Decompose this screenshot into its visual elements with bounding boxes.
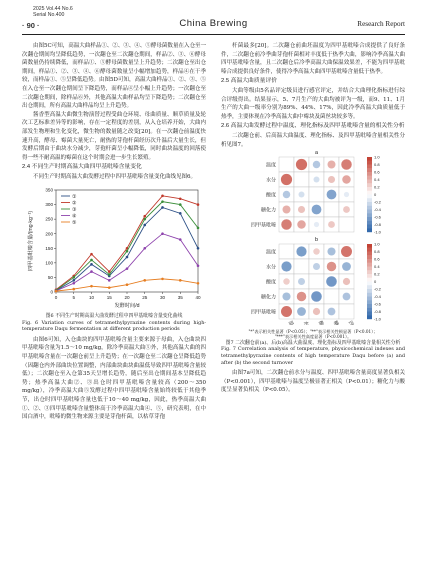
colorbar-segment	[367, 225, 372, 229]
colorbar-segment	[367, 259, 372, 263]
row-label: 水分	[265, 177, 276, 184]
data-point	[143, 217, 146, 220]
legend-label: ⑤	[72, 220, 77, 226]
correlation-dot	[281, 262, 291, 272]
journal-title: China Brewing	[179, 18, 248, 29]
data-point	[72, 287, 75, 290]
section-label: Research Report	[357, 20, 405, 28]
row-label: 酸度	[265, 279, 276, 286]
data-point	[179, 279, 182, 282]
colorbar-segment	[367, 206, 372, 210]
data-point	[108, 286, 111, 289]
data-point	[161, 206, 164, 209]
colorbar-segment	[367, 183, 372, 187]
colorbar-tick: -0.4	[374, 294, 381, 300]
correlation-dot	[343, 278, 350, 285]
colorbar-segment	[367, 274, 372, 278]
correlation-dot	[299, 192, 305, 198]
correlation-dot	[327, 190, 337, 200]
colorbar-tick: 0	[374, 192, 377, 198]
data-point	[197, 246, 200, 249]
x-tick-label: 25	[142, 294, 148, 300]
data-point	[126, 255, 129, 258]
y-tick-label: 250	[45, 216, 53, 222]
colorbar-tick: -0.8	[374, 309, 381, 315]
colorbar-segment	[367, 221, 372, 225]
colorbar-segment	[367, 285, 372, 289]
data-point	[143, 223, 146, 226]
x-tick-label: 20	[124, 294, 130, 300]
paragraph: 由图5C可知，高温大曲样品①、②、③、④、⑤酵母菌数量在入仓至一次翻仓期间均呈降低趋势，一次翻仓至二次翻仓期间，样品②、③、⑥酵母菌数量仍持续降低，而样品①、⑤酵母菌数量呈上升趋势；二次翻仓至出仓期间，样品①、②、③、④、⑥酵母菌数量呈小幅增加趋势，样品④在干季较，而样品①、⑤呈降低趋势。由图5D可知，高温大曲样品①、②、③、⑤在入仓至一次翻仓期间呈下降趋势，而样品④呈小幅上升趋势；一次翻仓至二次翻仓期间，除样品⑥外，其他高温大曲样品均呈下降趋势；二次翻仓至出仓期间，所有高温大曲样品均呈上升趋势。	[22, 43, 206, 110]
column-label	[317, 320, 328, 326]
heatmap-cell	[324, 202, 339, 217]
series-line	[56, 195, 198, 289]
correlation-dot	[328, 161, 336, 169]
figure-7	[221, 149, 405, 329]
correlation-dot	[312, 205, 322, 215]
y-tick-label: 50	[47, 274, 53, 280]
data-point	[179, 203, 182, 206]
x-tick-label: 0	[54, 294, 58, 300]
heatmap-cell	[339, 304, 354, 319]
correlation-heatmap	[221, 149, 405, 325]
data-point	[108, 279, 111, 282]
colorbar-segment	[367, 198, 372, 202]
line-chart	[22, 182, 206, 310]
colorbar-tick: -0.4	[374, 207, 381, 213]
row-label: 酸度	[265, 192, 276, 199]
colorbar-tick: 1.0	[374, 154, 380, 160]
legend-label: ①	[72, 194, 77, 200]
section-heading: 2.6 高温大曲发酵过程中温度、理化指标及四甲基吡嗪含量的相关性分析	[221, 123, 405, 130]
colorbar-tick: 0.2	[374, 184, 380, 190]
data-point	[72, 279, 75, 282]
colorbar-segment	[367, 312, 372, 316]
figure-6-caption-en: Fig. 6 Variation curves of tetramethylpyrazine contents during high-temperature Daqu fermentation at different production periods	[22, 319, 206, 333]
colorbar-tick: -1.0	[374, 229, 381, 235]
colorbar-segment	[367, 228, 372, 232]
colorbar-segment	[367, 252, 372, 256]
colorbar-tick: -1.0	[374, 316, 381, 322]
data-point	[179, 238, 182, 241]
colorbar-segment	[367, 176, 372, 180]
serial-line: Serial No.400	[33, 12, 65, 19]
y-tick-label: 100	[45, 259, 53, 265]
column-label	[302, 320, 313, 326]
row-label: 糖化力	[260, 207, 276, 214]
section-heading: 2.4 不同生产时期高温大曲四甲基吡嗪含量变化	[22, 164, 142, 171]
correlation-dot	[343, 293, 351, 301]
data-point	[72, 276, 75, 279]
correlation-dot	[343, 206, 350, 213]
row-label: 水分	[265, 264, 276, 271]
correlation-dot	[314, 222, 319, 227]
data-point	[179, 197, 182, 200]
data-point	[143, 214, 146, 217]
data-point	[161, 194, 164, 197]
correlation-dot	[281, 174, 292, 185]
x-tick-label: 10	[88, 294, 95, 300]
volume-info	[33, 6, 73, 19]
figure-7-note: "*"表示相关性显著（P<0.05）；"**"表示相关性极显著（P<0.01）；	[248, 328, 378, 334]
correlation-dot	[342, 262, 351, 271]
colorbar-segment	[367, 195, 372, 199]
correlation-dot	[341, 246, 352, 257]
y-tick-label: 300	[45, 201, 53, 207]
colorbar-segment	[367, 187, 372, 191]
colorbar-tick: 0.6	[374, 169, 380, 175]
heatmap-cell	[294, 172, 309, 187]
colorbar-tick: 0.4	[374, 177, 380, 183]
series-line	[56, 233, 198, 290]
correlation-dot	[327, 262, 337, 272]
data-point	[179, 212, 182, 215]
correlation-dot	[328, 308, 336, 316]
data-point	[161, 200, 164, 203]
colorbar-segment	[367, 244, 372, 248]
colorbar-segment	[367, 293, 372, 297]
data-point	[90, 263, 93, 266]
colorbar-segment	[367, 289, 372, 293]
colorbar-tick: 0.6	[374, 256, 380, 262]
correlation-dot	[341, 159, 352, 170]
colorbar-segment	[367, 278, 372, 282]
correlation-dot	[282, 293, 290, 301]
correlation-dot	[296, 247, 306, 257]
heatmap-cell	[309, 187, 324, 202]
correlation-dot	[297, 307, 306, 316]
heatmap-cell	[324, 289, 339, 304]
data-point	[108, 270, 111, 273]
colorbar-tick: 0.8	[374, 249, 380, 255]
colorbar-segment	[367, 315, 372, 319]
colorbar-tick: -0.6	[374, 301, 381, 307]
colorbar-segment	[367, 180, 372, 184]
heatmap-cell	[279, 157, 294, 172]
paragraph: 大曲等级由5名品评定级员进行感官评定，并结合大曲理化指标进行综合评级得出。结果显示，5、7月生产的大曲均被评为一级，而9、11、1月生产的大曲一级率分别为89%、44%、17%，因此冷季高温大曲质量低于热季，主要体现在冷季高温大曲中霉块及菌丝块较多等。	[221, 87, 405, 120]
data-point	[126, 283, 129, 286]
correlation-dot	[297, 292, 307, 302]
colorbar-segment	[367, 191, 372, 195]
data-point	[55, 289, 58, 292]
colorbar-segment	[367, 297, 372, 301]
colorbar-segment	[367, 300, 372, 304]
correlation-dot	[313, 308, 320, 315]
colorbar-segment	[367, 168, 372, 172]
correlation-dot	[298, 206, 305, 213]
colorbar-tick: 0.2	[374, 271, 380, 277]
heatmap-cell	[279, 244, 294, 259]
correlation-dot	[281, 219, 292, 230]
correlation-dot	[313, 161, 321, 169]
heatmap-cell	[294, 259, 309, 274]
correlation-dot	[314, 177, 320, 183]
colorbar-segment	[367, 270, 372, 274]
panel-label: a	[315, 150, 318, 157]
column-label	[287, 320, 298, 326]
y-tick-label: 350	[45, 187, 53, 193]
x-tick-label: 35	[177, 294, 183, 300]
colorbar-segment	[367, 161, 372, 165]
page-number: · 90 ·	[22, 21, 40, 30]
data-point	[197, 281, 200, 284]
colorbar-segment	[367, 282, 372, 286]
data-point	[197, 226, 200, 229]
colorbar-segment	[367, 308, 372, 312]
section-heading: 2.5 高温大曲质量评价	[221, 78, 278, 85]
paragraph: 二次翻仓前、后高温大曲温度、理化指标、及四甲基吡嗪含量相关性分析见图7。	[221, 132, 405, 148]
row-label: 四甲基吡嗪	[250, 222, 276, 229]
colorbar-segment	[367, 157, 372, 161]
colorbar-segment	[367, 202, 372, 206]
colorbar-segment	[367, 304, 372, 308]
data-point	[126, 267, 129, 270]
paragraph: 不同生产时期高温大曲发酵过程中四甲基吡嗪含量变化曲线见图6。	[33, 173, 197, 180]
row-label: 四甲基吡嗪	[250, 309, 276, 316]
correlation-dot	[283, 278, 290, 285]
data-point	[90, 252, 93, 255]
colorbar-segment	[367, 217, 372, 221]
row-label: 温度	[265, 162, 276, 169]
colorbar-segment	[367, 165, 372, 169]
colorbar-tick: -0.8	[374, 222, 381, 228]
column-label	[347, 320, 366, 326]
volume-line: 2025 Vol.44 No.6	[33, 6, 73, 12]
correlation-dot	[344, 192, 349, 197]
colorbar-segment	[367, 263, 372, 267]
data-point	[197, 203, 200, 206]
figure-6-caption-cn: 图6 不同生产时期高温大曲发酵过程中四甲基吡嗪含量变化曲线	[45, 313, 183, 320]
data-point	[108, 273, 111, 276]
paragraph: 由图6可知，入仓曲块的四甲基吡嗪含量主要来源于母曲，入仓曲块四甲基吡嗪含量为1.5～10 mg/kg，除冷季高温大曲⑤外，其他高温大曲的四甲基吡嗪含量在一次翻仓前呈上升趋势；在一次翻仓至二次翻仓呈降低趋势（因翻仓内外部曲块位置调整，内部曲块曲块曲温低导致四甲基吡嗪含量较低）；二次翻仓至入仓第35天呈增长趋势，随后至出仓期间基本呈降低趋势；热季高温大曲②、③出仓时四甲基吡嗪含量较高（200～350 mg/kg），冷季高温大曲⑤发酵过程中四甲基吡嗪含量始终较低于其他季节，出仓时四甲基吡嗪含量也低于10～40 mg/kg，因此，热季高温大曲①、②、③四甲基吡嗪含量整体高于冷季高温大曲④、⑤，研究表明，在中国白酒中，吡嗪的微生物来源主要是芽孢杆菌，以枯草芽孢	[22, 336, 206, 421]
data-point	[161, 232, 164, 235]
y-tick-label: 0	[50, 289, 53, 295]
figure-7-caption-en: Fig. 7 Correlation analysis of temperature, physicochemical indexes and tetramethylpyrazine contents of high temperature Daqu before (a) and after (b) the second turnover	[221, 346, 405, 366]
data-point	[90, 284, 93, 287]
colorbar-segment	[367, 255, 372, 259]
y-axis-label: 四甲基吡嗪含量/(mg·kg⁻¹)	[28, 210, 34, 271]
correlation-dot	[283, 206, 291, 214]
colorbar-tick: 1.0	[374, 241, 380, 247]
correlation-dot	[281, 306, 292, 317]
heatmap-cell	[339, 217, 354, 232]
correlation-dot	[327, 248, 335, 256]
legend-label: ③	[72, 207, 77, 213]
x-axis-label: 发酵时间/d	[114, 302, 140, 309]
row-label: 温度	[265, 249, 276, 256]
column-label	[332, 320, 346, 326]
data-point	[90, 258, 93, 261]
colorbar-segment	[367, 210, 372, 214]
colorbar-tick: -0.2	[374, 199, 381, 205]
legend-label: ②	[72, 200, 77, 206]
data-point	[72, 281, 75, 284]
correlation-dot	[326, 276, 337, 287]
colorbar-tick: -0.2	[374, 286, 381, 292]
correlation-dot	[283, 191, 291, 199]
correlation-dot	[297, 220, 306, 229]
figure-7-note: "***"表示相关性高度显著（P<0.001）。	[274, 334, 352, 340]
y-tick-label: 200	[45, 230, 53, 236]
figure-6	[22, 182, 206, 314]
data-point	[90, 270, 93, 273]
page-header	[0, 0, 427, 40]
paragraph: 杆菌最多[20]。二次翻仓前曲坯温度为四甲基吡嗪合成提供了良好条件，二次翻仓前冷季曲芽孢杆菌相对丰度低于热季大曲，影响冷季高温大曲四甲基吡嗪含量，且二次翻仓后冷季高温大曲保温效果差，不能为四甲基吡嗪合成提供良好条件，使得冷季高温大曲四甲基吡嗪含量低于热季。	[221, 43, 405, 75]
panel-label: b	[315, 237, 318, 244]
correlation-dot	[313, 248, 320, 255]
colorbar-tick: 0.4	[374, 264, 380, 270]
correlation-dot	[328, 176, 335, 183]
left-column	[22, 42, 206, 422]
colorbar-tick: 0	[374, 279, 377, 285]
y-tick-label: 150	[45, 245, 53, 251]
correlation-dot	[328, 221, 335, 228]
data-point	[143, 279, 146, 282]
colorbar-tick: 0.8	[374, 162, 380, 168]
paragraph: 由图7a可知，二次翻仓前水分与温度、四甲基吡嗪含量高度显著负相关（P<0.001），四甲基吡嗪与温度呈极显著正相关（P<0.01）；糖化力与酸度呈显著负相关（P<0.05）。	[221, 370, 405, 394]
colorbar-segment	[367, 267, 372, 271]
paragraph: 酱香型高温大曲微生物演替过程受曲仓环境、母曲质量、顺草质量及轮次工艺标准差异等的影响，存在一定程度的差别，从入仓培养开始，大曲内部发生物理和生化变化，微生物的数量随之改变[20]。在一次翻仓前温度快速升高，酵母、霉菌大量死亡，耐热的芽孢杆菌经历次升温后大量生长，但发酵后期由于曲块水分减少，芽孢杆菌呈小幅降低，同时曲块温度的回落使得一些不耐高温的霉菌在这个时期会进一步生长繁殖。	[22, 111, 206, 161]
data-point	[126, 249, 129, 252]
correlation-dot	[342, 175, 351, 184]
data-point	[197, 264, 200, 267]
colorbar-tick: -0.6	[374, 214, 381, 220]
data-point	[161, 277, 164, 280]
colorbar-segment	[367, 248, 372, 252]
right-column	[221, 42, 405, 395]
figure-7-caption-cn: 图7 二次翻仓前(a)、后(b)高温大曲温度、理化指标及四甲基吡嗪含量相关性分析	[225, 339, 401, 346]
correlation-dot	[311, 291, 322, 302]
x-tick-label: 5	[72, 294, 76, 300]
correlation-dot	[313, 263, 320, 270]
x-tick-label: 30	[159, 294, 166, 300]
colorbar-segment	[367, 213, 372, 217]
header-rule	[22, 34, 405, 35]
data-point	[143, 246, 146, 249]
colorbar-segment	[367, 172, 372, 176]
x-tick-label: 40	[195, 294, 201, 300]
legend-label: ④	[72, 213, 77, 219]
correlation-dot	[298, 278, 305, 285]
heatmap-cell	[309, 274, 324, 289]
correlation-dot	[296, 159, 307, 170]
row-label: 糖化力	[260, 294, 276, 301]
x-tick-label: 15	[106, 294, 112, 300]
